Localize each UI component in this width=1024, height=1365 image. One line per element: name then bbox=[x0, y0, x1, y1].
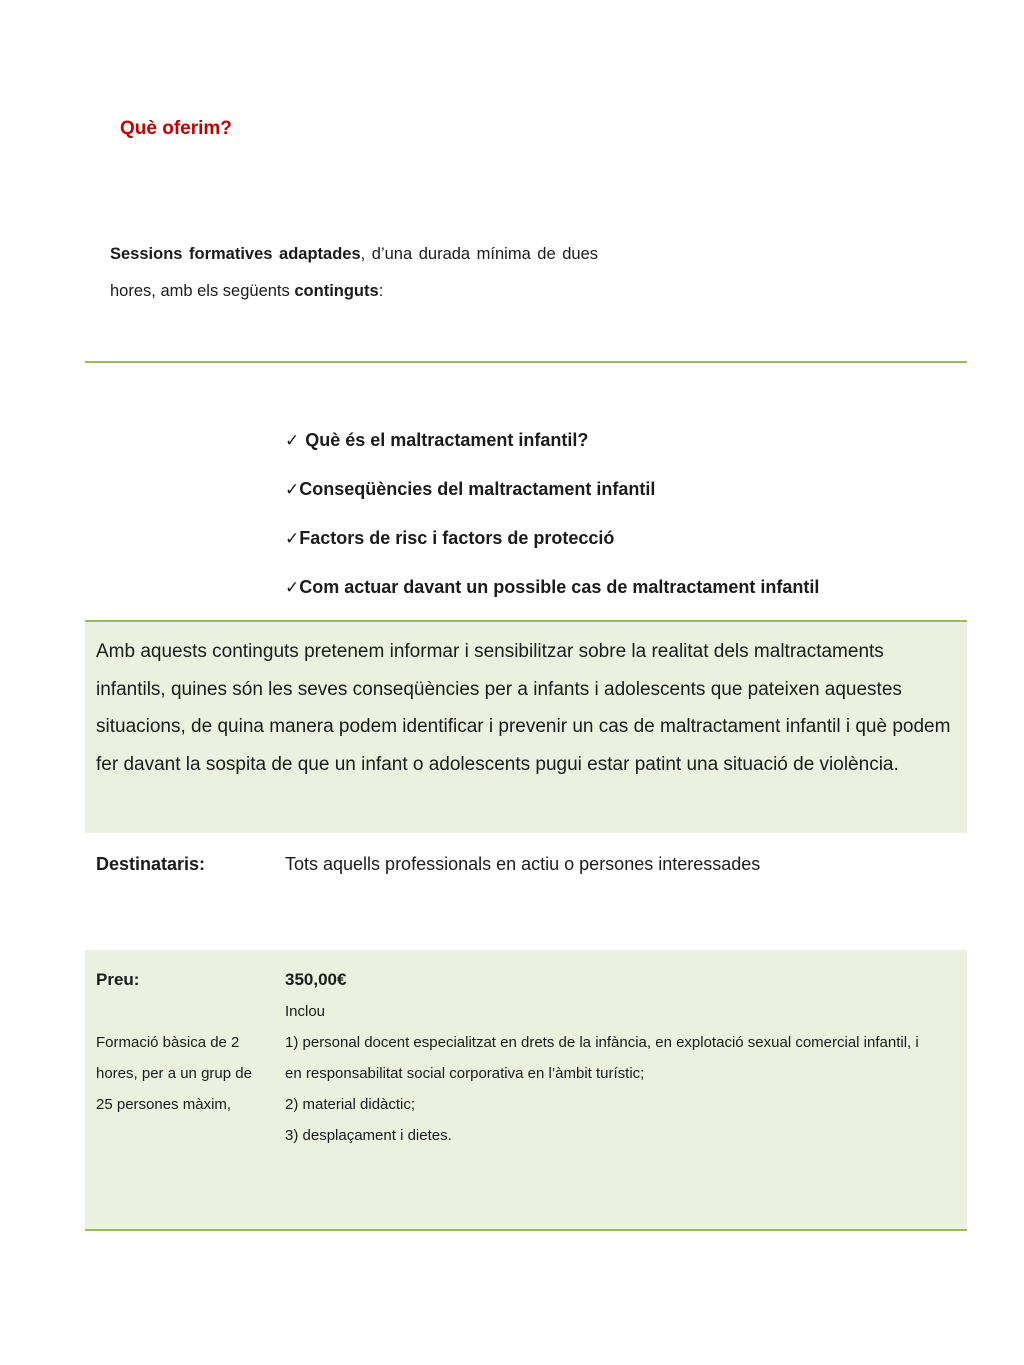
checklist-item bbox=[285, 563, 819, 612]
includes-item: 3) desplaçament i dietes. bbox=[285, 1127, 452, 1144]
page-title: Què oferim? bbox=[120, 118, 232, 139]
divider-top bbox=[85, 361, 967, 363]
checklist-item-label: Factors de risc i factors de protecció bbox=[299, 528, 615, 548]
price-band bbox=[85, 950, 967, 1231]
checklist-item-label: Què és el maltractament infantil? bbox=[305, 430, 589, 450]
check-icon bbox=[285, 577, 299, 597]
checklist-item bbox=[285, 465, 819, 514]
contents-checklist bbox=[285, 416, 819, 612]
includes-heading: Inclou bbox=[285, 1003, 326, 1020]
includes-item: 2) material didàctic; bbox=[285, 1096, 416, 1113]
intro-paragraph bbox=[110, 236, 598, 310]
checklist-item-label: Conseqüències del maltractament infantil bbox=[299, 479, 656, 499]
description-band bbox=[85, 622, 967, 833]
check-icon bbox=[285, 528, 299, 548]
intro-bold-keyword: continguts bbox=[294, 282, 379, 300]
description-text: Amb aquests continguts pretenem informar i sensibilitzar sobre la realitat dels maltractaments infantils, quines són les seves conseqüències per a infants i adolescents que pateixen aquestes situacions, de quina manera podem identificar i prevenir un cas de maltractament infantil i què podem fer davant la sospita de que un infant o adolescents pugui estar patint una situació de violència. bbox=[96, 641, 951, 775]
intro-text-end: : bbox=[378, 282, 384, 300]
check-icon bbox=[285, 430, 299, 450]
includes-item: 1) personal docent especialitzat en drets de la infància, en explotació sexual comercial infantil, i en responsabilitat social corporativa en l’àmbit turístic; bbox=[285, 1034, 919, 1082]
price-label: Preu: bbox=[96, 970, 140, 989]
checklist-item bbox=[285, 514, 819, 563]
audience-value: Tots aquells professionals en actiu o persones interessades bbox=[285, 854, 761, 874]
price-includes-list bbox=[285, 996, 935, 1151]
check-icon bbox=[285, 479, 299, 499]
audience-label: Destinataris: bbox=[96, 854, 206, 874]
intro-bold-lead: Sessions formatives adaptades bbox=[110, 245, 361, 263]
checklist-item bbox=[285, 416, 819, 465]
intro-text: , d’una durada mínima de dues hores, amb els següents bbox=[110, 245, 598, 300]
checklist-item-label: Com actuar davant un possible cas de maltractament infantil bbox=[299, 577, 820, 597]
price-amount: 350,00€ bbox=[285, 970, 347, 989]
price-note: Formació bàsica de 2 hores, per a un grup de 25 persones màxim, bbox=[96, 1034, 252, 1113]
